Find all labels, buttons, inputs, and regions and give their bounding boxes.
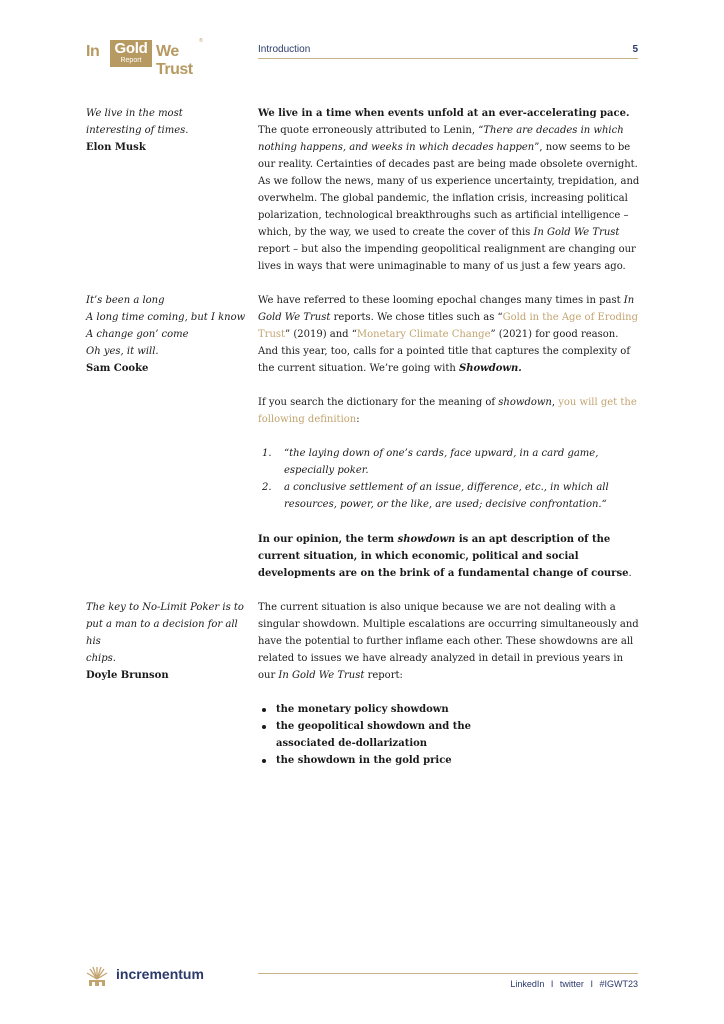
lenin-quote: There are decades in which nothing happens, and weeks in which decades happen xyxy=(258,125,624,153)
quote-author: Elon Musk xyxy=(86,142,146,153)
linkedin-link[interactable]: LinkedIn xyxy=(510,979,545,989)
definition-list xyxy=(258,445,640,513)
quote-line: It’s been a long xyxy=(86,295,165,306)
text-run: In our opinion, the term xyxy=(258,534,398,545)
section-title: Introduction xyxy=(258,44,311,55)
text-run: If you search the dictionary for the meaning of xyxy=(258,397,499,408)
footer-separator: I xyxy=(590,979,593,989)
list-number: 1. xyxy=(262,448,272,459)
list-text: the showdown in the gold price xyxy=(276,755,452,766)
showdown-word: showdown xyxy=(498,397,552,408)
quote-line: Oh yes, it will. xyxy=(86,346,159,357)
paragraph-intro xyxy=(258,105,640,275)
paragraph-titles xyxy=(258,292,640,377)
quote-line: chips. xyxy=(86,653,116,664)
paragraph-opinion xyxy=(258,531,640,582)
link-definition[interactable]: you will get the following definition xyxy=(258,397,637,425)
logo-registered-mark: ® xyxy=(199,38,203,44)
incrementum-tree-icon xyxy=(86,965,108,987)
report-title: In Gold We Trust xyxy=(258,295,635,323)
logo-gold-box xyxy=(110,40,152,67)
footer-links xyxy=(510,979,638,989)
showdown-bullet-list xyxy=(258,701,640,769)
logo-report-text: Report xyxy=(120,57,142,64)
in-gold-we-trust-logo xyxy=(86,38,206,78)
header-divider xyxy=(258,58,638,59)
sidebar-quote-musk xyxy=(86,105,246,156)
text-run: , xyxy=(551,397,559,408)
quote-author: Sam Cooke xyxy=(86,363,149,374)
list-item xyxy=(258,445,640,479)
list-text: the monetary policy showdown xyxy=(276,704,449,715)
list-item xyxy=(258,752,640,769)
text-run: report: xyxy=(364,670,403,681)
text-run: report – but also the impending geopolitical realignment are changing our lives in ways that were unimaginable to many of us just a few years ago. xyxy=(258,244,636,272)
bullet-icon xyxy=(262,759,266,763)
lead-sentence: We live in a time when events unfold at an ever-accelerating pace. xyxy=(258,108,630,119)
sidebar-quote-cooke xyxy=(86,292,246,377)
text-run: . xyxy=(628,568,632,579)
text-run: The current situation is also unique because we are not dealing with a singular showdown. Multiple escalations are occurring simultaneously and have the potential to further inflame each other. These showdowns are all related to issues we have already analyzed in detail in previous years in our xyxy=(258,602,639,681)
logo-gold-text: Gold xyxy=(114,40,148,57)
quote-line: The key to No-Limit Poker is to xyxy=(86,602,244,613)
bullet-icon xyxy=(262,708,266,712)
text-run: ” (2019) and “ xyxy=(285,329,357,340)
quote-line: interesting of times. xyxy=(86,125,189,136)
footer-separator: I xyxy=(550,979,554,989)
quote-author: Doyle Brunson xyxy=(86,670,169,681)
twitter-link[interactable]: twitter xyxy=(559,979,584,989)
list-text: “the laying down of one’s cards, face upward, in a card game, especially poker. xyxy=(284,448,599,476)
list-item xyxy=(258,479,640,513)
link-eroding-trust[interactable]: Gold in the Age of Eroding Trust xyxy=(258,312,638,340)
paragraph-current-situation xyxy=(258,599,640,684)
paragraph-dictionary xyxy=(258,394,640,428)
incrementum-logo xyxy=(86,963,206,989)
text-run: ” (2021) for good reason. And this year, too, calls for a pointed title that captures the complexity of the current situation. We’re going with xyxy=(258,329,631,374)
text-run: reports. We chose titles such as “ xyxy=(330,312,503,323)
text-run: : xyxy=(356,414,360,425)
list-text: a conclusive settlement of an issue, difference, etc., in which all resources, power, or the like, are used; decisive confrontation.“ xyxy=(284,482,609,510)
list-text: the geopolitical showdown and the associated de-dollarization xyxy=(276,721,471,749)
sidebar-quote-brunson xyxy=(86,599,248,684)
quote-line: A change gon’ come xyxy=(86,329,189,340)
list-item xyxy=(258,701,640,718)
list-number: 2. xyxy=(262,482,272,493)
report-title: In Gold We Trust xyxy=(278,670,365,681)
list-item xyxy=(258,718,526,752)
text-run: ”, now seems to be our reality. Certainties of decades past are being made obsolete overnight. As we follow the news, many of us experience uncertainty, trepidation, and overwhelm. The global pandemic, the inflation crisis, increasing political polarization, technological breakthroughs such as artificial intelligence – which, by the way, we used to create the cover of this xyxy=(258,142,640,238)
footer-divider xyxy=(258,973,638,974)
link-monetary-climate-change[interactable]: Monetary Climate Change xyxy=(356,329,491,340)
quote-line: put a man to a decision for all his xyxy=(86,619,238,647)
logo-in-text: In xyxy=(86,43,100,60)
bullet-icon xyxy=(262,725,266,729)
report-title: In Gold We Trust xyxy=(533,227,620,238)
page-number: 5 xyxy=(632,44,638,55)
hashtag-link[interactable]: #IGWT23 xyxy=(599,979,638,989)
logo-we-trust-text: We Trust xyxy=(156,43,193,78)
text-run: is an apt description of the current situation, in which economic, political and social developments are on the brink of a fundamental change of course xyxy=(258,534,629,579)
text-run: The quote erroneously attributed to Lenin, “ xyxy=(258,125,484,136)
showdown-title: Showdown. xyxy=(458,363,522,374)
brand-name: incrementum xyxy=(116,966,204,982)
showdown-word: showdown xyxy=(397,534,456,545)
quote-line: A long time coming, but I know xyxy=(86,312,246,323)
quote-line: We live in the most xyxy=(86,108,183,119)
text-run: We have referred to these looming epochal changes many times in past xyxy=(258,295,624,306)
